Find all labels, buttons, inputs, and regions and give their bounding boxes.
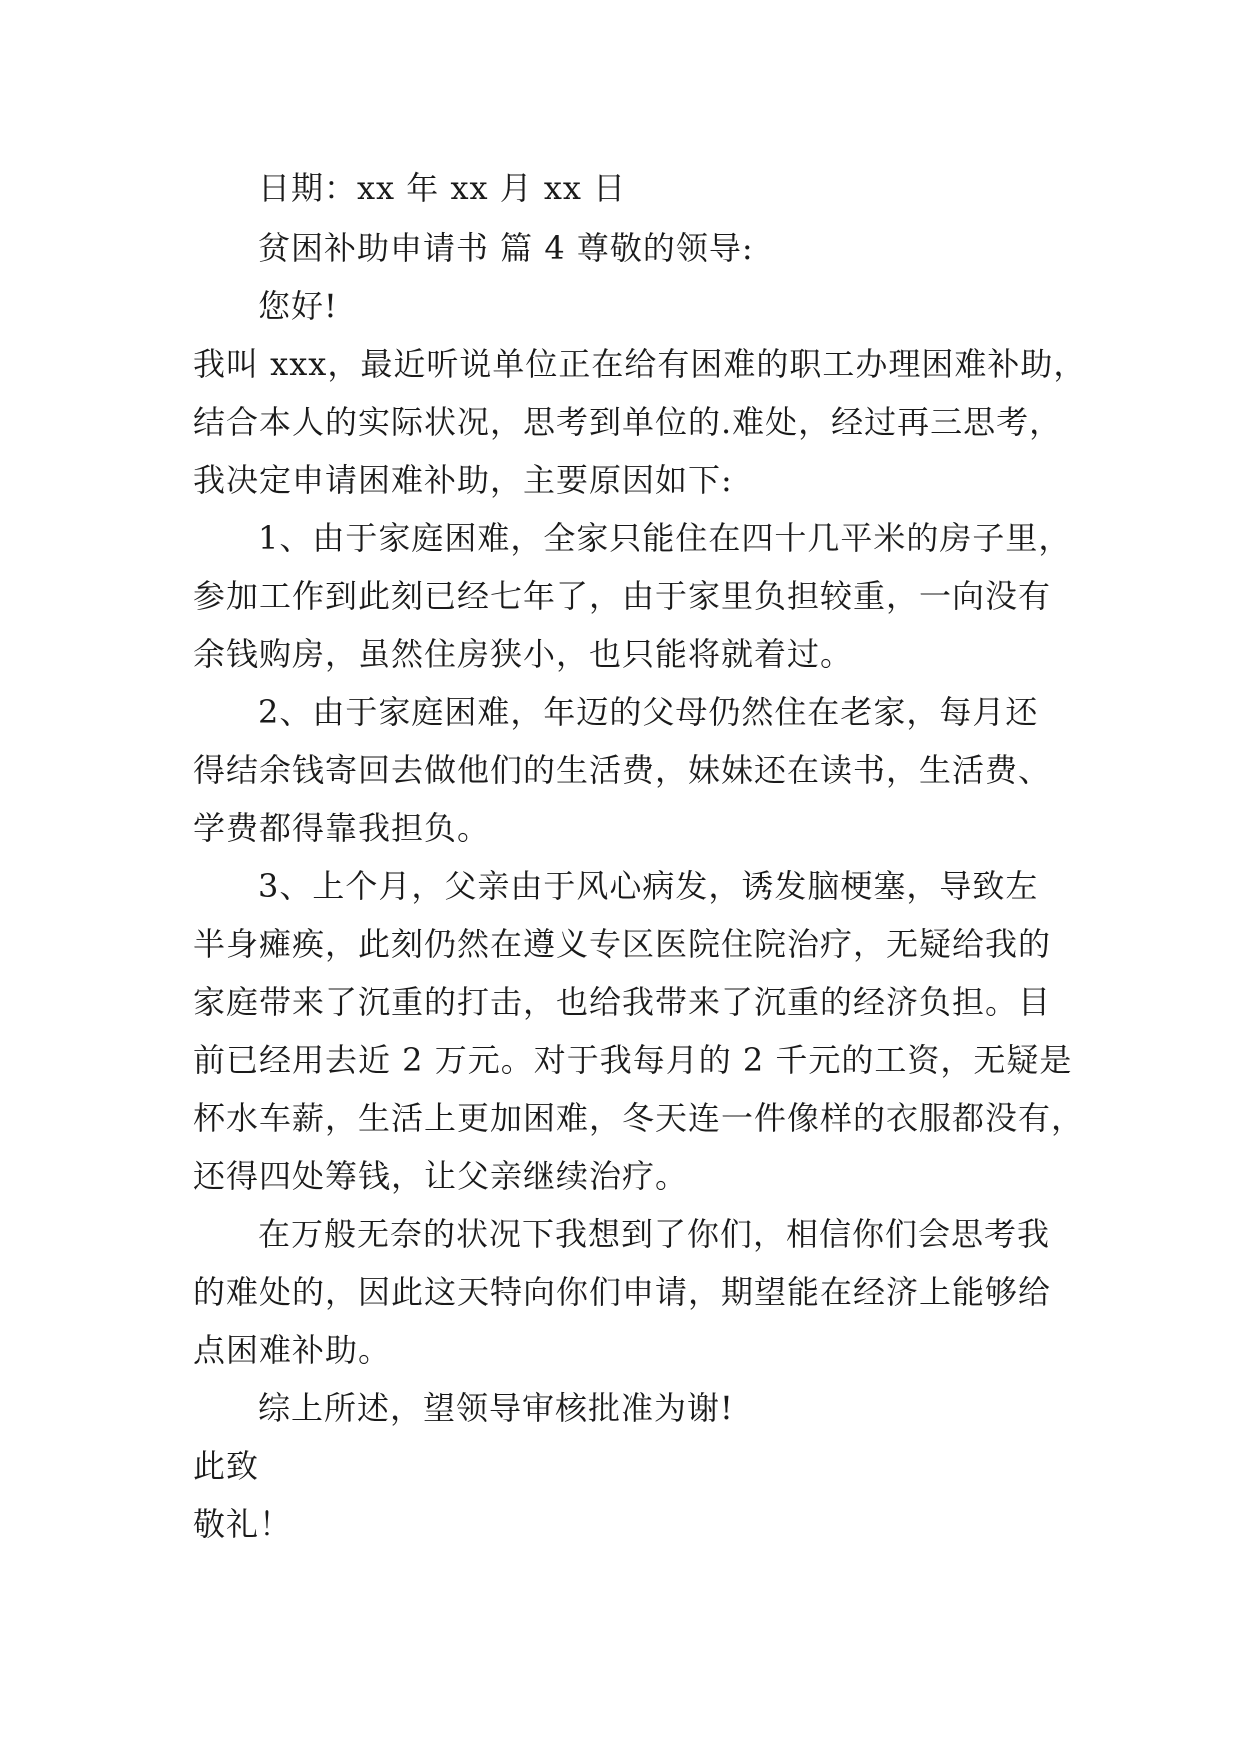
request-line: 点困难补助。 [193, 1331, 392, 1369]
reason-2-line: 学费都得靠我担负。 [193, 809, 491, 847]
reason-3-line: 3、上个月，父亲由于风心病发，诱发脑梗塞，导致左 [258, 867, 1039, 905]
reason-3-line: 还得四处筹钱，让父亲继续治疗。 [193, 1157, 689, 1195]
title-salutation-line: 贫困补助申请书 篇 4 尊敬的领导: [258, 229, 754, 267]
reason-3-line: 杯水车薪，生活上更加困难，冬天连一件像样的衣服都没有， [193, 1099, 1085, 1137]
reason-2-line: 得结余钱寄回去做他们的生活费，妹妹还在读书，生活费、 [193, 751, 1052, 789]
conclusion-line: 综上所述，望领导审核批准为谢! [258, 1389, 734, 1427]
body-line: 我决定申请困难补助，主要原因如下: [193, 461, 733, 499]
reason-1-line: 1、由于家庭困难，全家只能住在四十几平米的房子里， [258, 519, 1072, 557]
reason-3-line: 半身瘫痪，此刻仍然在遵义专区医院住院治疗，无疑给我的 [193, 925, 1052, 963]
request-line: 在万般无奈的状况下我想到了你们，相信你们会思考我 [258, 1215, 1051, 1253]
greeting-line: 您好! [258, 287, 338, 325]
request-line: 的难处的，因此这天特向你们申请，期望能在经济上能够给 [193, 1273, 1052, 1311]
reason-1-line: 余钱购房，虽然住房狭小，也只能将就着过。 [193, 635, 854, 673]
reason-3-line: 家庭带来了沉重的打击，也给我带来了沉重的经济负担。目 [193, 983, 1052, 1021]
reason-1-line: 参加工作到此刻已经七年了，由于家里负担较重，一向没有 [193, 577, 1052, 615]
reason-3-line: 前已经用去近 2 万元。对于我每月的 2 千元的工资，无疑是 [193, 1041, 1073, 1079]
body-line: 结合本人的实际状况，思考到单位的.难处，经过再三思考， [193, 403, 1063, 441]
closing-line: 此致 [193, 1447, 260, 1485]
date-line: 日期：xx 年 xx 月 xx 日 [258, 169, 627, 207]
closing-salute-line: 敬礼！ [193, 1505, 293, 1543]
reason-2-line: 2、由于家庭困难，年迈的父母仍然住在老家，每月还 [258, 693, 1039, 731]
body-line: 我叫 xxx，最近听说单位正在给有困难的职工办理困难补助， [193, 345, 1087, 383]
